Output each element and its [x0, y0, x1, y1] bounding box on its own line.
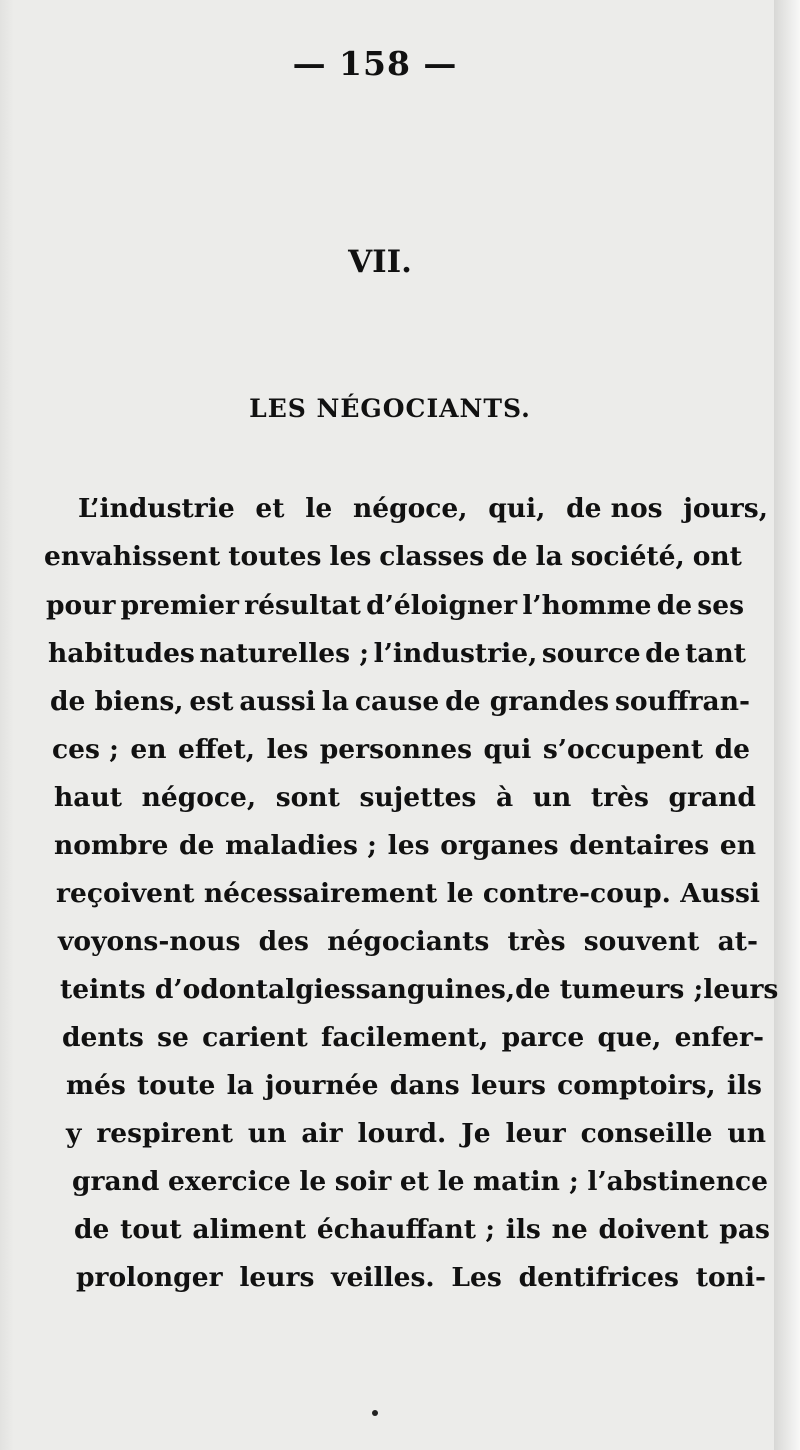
word: més — [66, 1070, 126, 1101]
page-right-edge — [774, 0, 800, 1450]
text-line — [56, 878, 760, 909]
word: les — [387, 830, 430, 861]
word: envahissent — [44, 541, 221, 572]
text-line — [60, 974, 779, 1005]
word: aussi — [239, 686, 316, 717]
word: s’occupent — [542, 734, 704, 765]
text-line — [50, 686, 750, 717]
word: dentaires — [569, 830, 710, 861]
word: premier — [120, 590, 239, 621]
text-line — [76, 1262, 766, 1293]
word: de grandes — [445, 686, 610, 717]
word: et — [399, 1166, 430, 1197]
word: naturelles ; — [199, 638, 370, 669]
text-line — [46, 590, 744, 621]
word: effet, — [178, 734, 255, 765]
word: air — [301, 1118, 343, 1149]
word: négoce, — [141, 782, 257, 813]
text-line — [44, 541, 742, 572]
text-line — [54, 830, 756, 861]
word: contre-coup. — [482, 878, 671, 909]
word: journée — [265, 1070, 379, 1101]
word: comptoirs, — [557, 1070, 716, 1101]
word: de — [74, 1214, 110, 1245]
word: échauffant ; — [316, 1214, 495, 1245]
word: exercice — [168, 1166, 291, 1197]
word: parce — [501, 1022, 585, 1053]
word: souvent — [583, 926, 700, 957]
word: aliment — [192, 1214, 307, 1245]
word: de — [492, 541, 528, 572]
word: leurs — [239, 1262, 315, 1293]
chapter-number: VII. — [348, 244, 412, 280]
word: de — [645, 638, 681, 669]
word: classes — [379, 541, 485, 572]
word: pour — [46, 590, 116, 621]
text-line — [62, 1022, 764, 1053]
word: le — [446, 878, 474, 909]
word: leurs — [470, 1070, 546, 1101]
text-line — [58, 926, 758, 957]
word: dans — [389, 1070, 460, 1101]
word: conseille — [580, 1118, 713, 1149]
word: que, — [597, 1022, 662, 1053]
word: leur — [505, 1118, 566, 1149]
word: toute — [137, 1070, 216, 1101]
word: en — [719, 830, 756, 861]
word: leurs — [703, 974, 779, 1005]
word: carient — [202, 1022, 308, 1053]
text-line — [66, 1118, 766, 1149]
word: et — [255, 493, 285, 524]
word: teints d’odontalgies — [60, 974, 356, 1005]
word: facilement, — [321, 1022, 489, 1053]
word: à — [495, 782, 514, 813]
word: négociants — [327, 926, 490, 957]
word: dentifrices — [518, 1262, 679, 1293]
word: Aussi — [680, 878, 760, 909]
word: voyons-nous — [58, 926, 241, 957]
word: prolonger — [76, 1262, 223, 1293]
word: Les — [451, 1262, 502, 1293]
word: haut — [54, 782, 122, 813]
word: qui, — [488, 493, 546, 524]
word: grand — [668, 782, 756, 813]
word: la — [226, 1070, 254, 1101]
word: source — [541, 638, 641, 669]
word: l’homme — [522, 590, 652, 621]
word: sont — [275, 782, 340, 813]
word: de — [656, 590, 693, 621]
word: de — [714, 734, 750, 765]
word: ils — [726, 1070, 762, 1101]
word: très — [507, 926, 566, 957]
word: personnes — [319, 734, 473, 765]
word: organes — [440, 830, 559, 861]
word: un — [247, 1118, 287, 1149]
text-line — [48, 638, 746, 669]
word: qui — [483, 734, 532, 765]
word: d’éloigner — [366, 590, 518, 621]
word: pas — [719, 1214, 770, 1245]
word: respirent — [96, 1118, 233, 1149]
word: cause — [354, 686, 440, 717]
word: toutes — [228, 541, 322, 572]
word: tout — [120, 1214, 182, 1245]
word: en — [130, 734, 167, 765]
word: très — [590, 782, 649, 813]
word: de — [179, 830, 215, 861]
page-number: — 158 — — [292, 44, 458, 83]
word: enfer- — [674, 1022, 764, 1053]
word: L’industrie — [78, 493, 235, 524]
word: est — [189, 686, 234, 717]
word: nécessairement — [203, 878, 438, 909]
word: les — [266, 734, 309, 765]
word: ne — [551, 1214, 588, 1245]
word: habitudes — [48, 638, 195, 669]
word: de biens, — [50, 686, 184, 717]
text-line — [54, 782, 756, 813]
word: grand — [72, 1166, 160, 1197]
word: at- — [717, 926, 758, 957]
word: souffran- — [614, 686, 750, 717]
word: de tumeurs ; — [515, 974, 704, 1005]
word: société, — [570, 541, 685, 572]
word: maladies ; — [225, 830, 377, 861]
word: reçoivent — [56, 878, 195, 909]
word: soir — [334, 1166, 392, 1197]
word: négoce, — [352, 493, 468, 524]
word: tant — [685, 638, 746, 669]
print-mark — [372, 1410, 378, 1416]
word: ils — [505, 1214, 541, 1245]
word: se — [157, 1022, 189, 1053]
word: de nos — [566, 493, 663, 524]
word: Je — [461, 1118, 491, 1149]
word: dents — [62, 1022, 144, 1053]
text-line — [78, 493, 768, 524]
word: nombre — [54, 830, 169, 861]
text-line — [74, 1214, 770, 1245]
word: matin ; — [473, 1166, 579, 1197]
text-line — [66, 1070, 762, 1101]
text-line — [52, 734, 750, 765]
word: la — [321, 686, 349, 717]
chapter-title: LES NÉGOCIANTS. — [249, 394, 531, 423]
word: sujettes — [359, 782, 477, 813]
word: l’abstinence — [587, 1166, 768, 1197]
word: un — [532, 782, 572, 813]
word: sanguines, — [355, 974, 516, 1005]
word: veilles. — [331, 1262, 435, 1293]
word: résultat — [244, 590, 361, 621]
word: y — [66, 1118, 82, 1149]
word: l’industrie, — [373, 638, 538, 669]
word: doivent — [598, 1214, 709, 1245]
word: le — [299, 1166, 327, 1197]
word: les — [329, 541, 372, 572]
word: des — [258, 926, 309, 957]
word: jours, — [683, 493, 768, 524]
word: ses — [697, 590, 744, 621]
word: le — [437, 1166, 465, 1197]
word: ont — [692, 541, 742, 572]
word: la — [535, 541, 563, 572]
word: lourd. — [357, 1118, 447, 1149]
word: ces ; — [52, 734, 119, 765]
word: un — [727, 1118, 766, 1149]
page-left-edge — [0, 0, 14, 1450]
text-line — [72, 1166, 768, 1197]
word: toni- — [695, 1262, 766, 1293]
word: le — [305, 493, 333, 524]
